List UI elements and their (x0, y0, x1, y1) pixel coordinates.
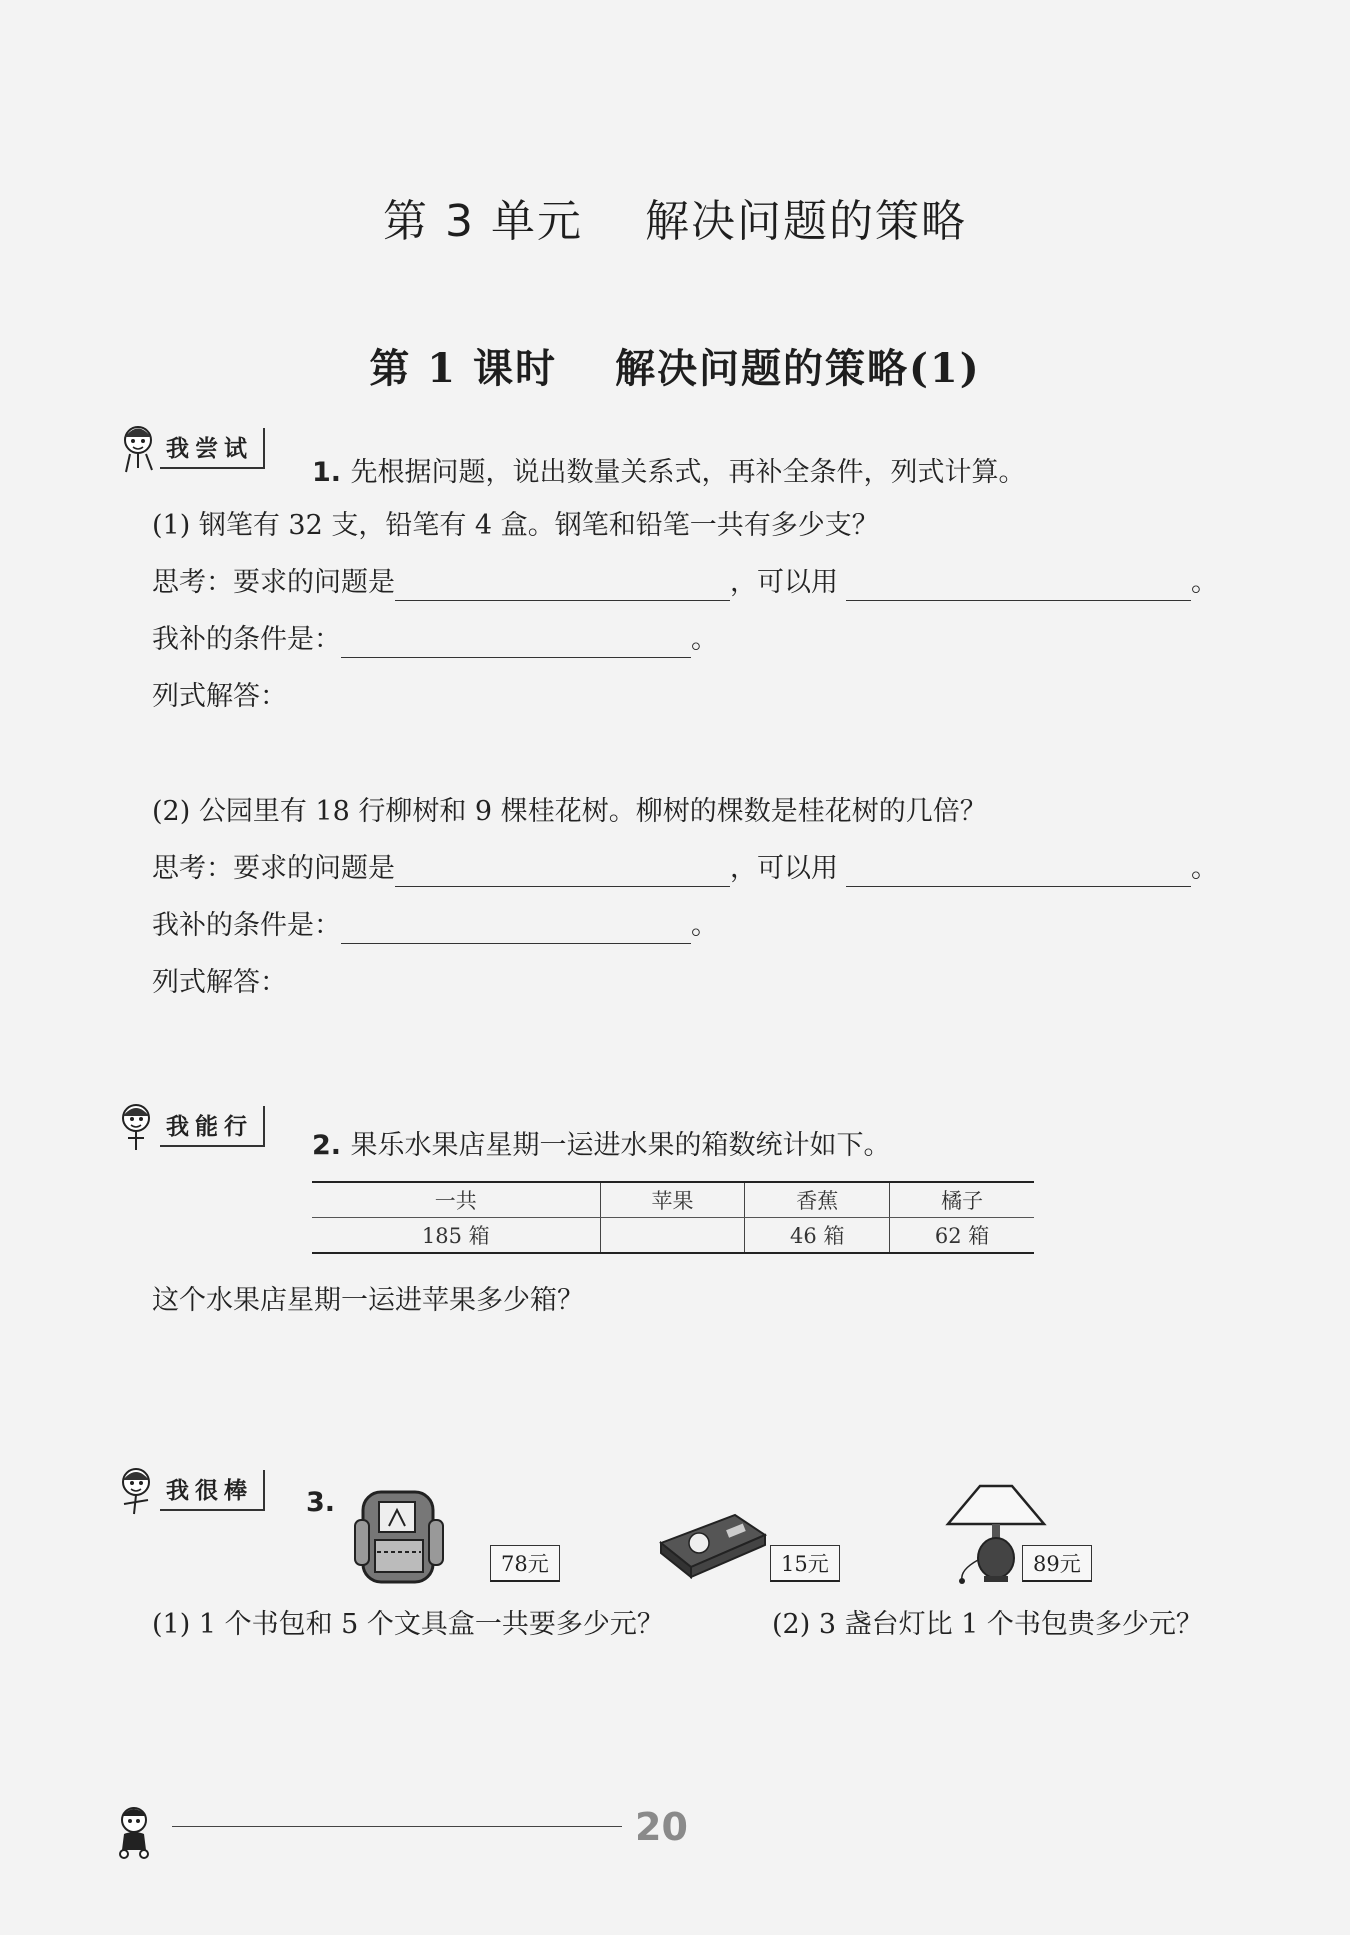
q3-part2-question: (2) 3 盏台灯比 1 个书包贵多少元？ (772, 1609, 1203, 1640)
instruction-text: 果乐水果店星期一运进水果的箱数统计如下。 (350, 1130, 891, 1161)
q1-part2-question: (2) 公园里有 18 行柳树和 9 棵桂花树。柳树的棵数是桂花树的几倍？ (152, 796, 987, 827)
price-tag-backpack: 78元 (490, 1545, 560, 1582)
backpack-icon (345, 1480, 455, 1590)
answer-blank[interactable] (846, 570, 1191, 601)
price-tag-pencil-case: 15元 (770, 1545, 840, 1582)
badge-label: 我尝试 (160, 428, 265, 469)
table-cell: 185 箱 (312, 1218, 600, 1254)
q3-part1-question: (1) 1 个书包和 5 个文具盒一共要多少元？ (152, 1609, 664, 1640)
question-1-instruction (312, 450, 1025, 489)
q1-part2-think: 思考：要求的问题是 ，可以用 。 (152, 851, 1218, 887)
footer-rule (172, 1826, 622, 1827)
instruction-text: 先根据问题，说出数量关系式，再补全条件，列式计算。 (350, 457, 1026, 488)
pencil-case-icon (655, 1505, 770, 1580)
question-3-number: 3. (306, 1487, 336, 1518)
badge-label: 我能行 (160, 1106, 265, 1147)
price-tag-lamp: 89元 (1022, 1545, 1092, 1582)
question-number: 2. (312, 1130, 342, 1161)
q2-question: 这个水果店星期一运进苹果多少箱？ (152, 1285, 584, 1316)
q1-part1-question: (1) 钢笔有 32 支，铅笔有 4 盒。钢笔和铅笔一共有多少支？ (152, 510, 879, 541)
q1-part1-supplement: 我补的条件是： 。 (152, 622, 718, 658)
table-header-cell: 香蕉 (745, 1182, 890, 1218)
footer-mascot-icon (108, 1800, 168, 1860)
q1-part2-answer-label: 列式解答： (152, 967, 287, 998)
answer-blank[interactable] (341, 627, 691, 658)
answer-blank[interactable] (395, 856, 730, 887)
badge-can-do (112, 1098, 265, 1154)
page-number: 20 (635, 1805, 688, 1849)
table-cell-blank[interactable] (600, 1218, 745, 1254)
table-row (312, 1218, 1034, 1254)
q1-part2-supplement: 我补的条件是： 。 (152, 908, 718, 944)
table-header-cell: 一共 (312, 1182, 600, 1218)
table-cell: 62 箱 (890, 1218, 1034, 1254)
answer-blank[interactable] (846, 856, 1191, 887)
lesson-title: 第 1 课时 解决问题的策略(1) (369, 345, 981, 392)
unit-title: 第 3 单元 解决问题的策略 (383, 196, 967, 247)
mascot-icon (112, 1462, 164, 1518)
question-2-instruction (312, 1123, 890, 1162)
answer-blank[interactable] (395, 570, 730, 601)
table-header-cell: 橘子 (890, 1182, 1034, 1218)
mascot-icon (112, 420, 164, 476)
badge-great (112, 1462, 265, 1518)
table-cell: 46 箱 (745, 1218, 890, 1254)
q1-part1-answer-label: 列式解答： (152, 681, 287, 712)
badge-label: 我很棒 (160, 1470, 265, 1511)
q1-part1-think: 思考：要求的问题是 ，可以用 。 (152, 565, 1218, 601)
badge-try (112, 420, 265, 476)
answer-blank[interactable] (341, 913, 691, 944)
mascot-icon (112, 1098, 164, 1154)
fruit-table (312, 1181, 1034, 1254)
question-number: 1. (312, 457, 342, 488)
table-header-cell: 苹果 (600, 1182, 745, 1218)
table-header-row (312, 1182, 1034, 1218)
